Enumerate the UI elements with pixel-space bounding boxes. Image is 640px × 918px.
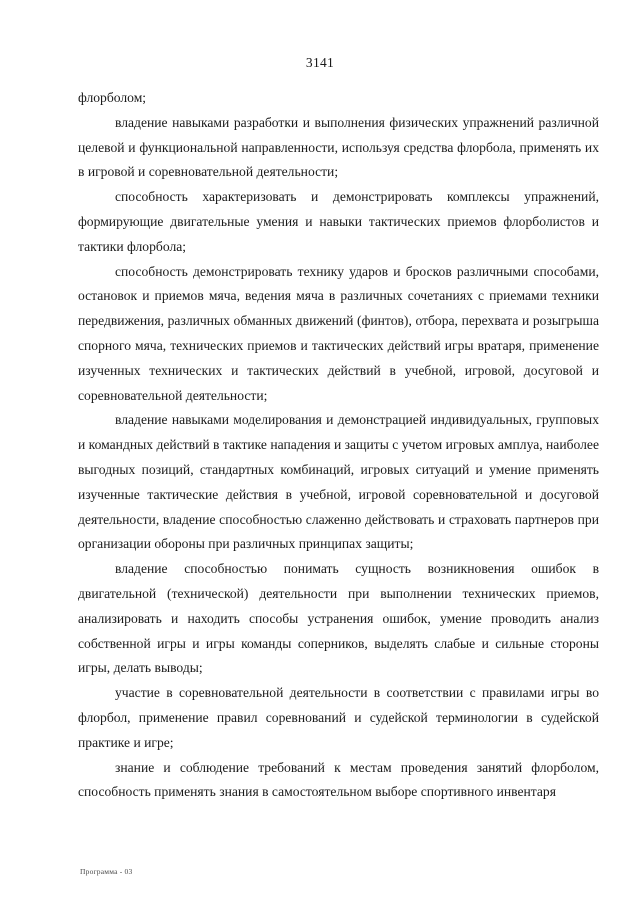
paragraph: способность демонстрировать технику ударов и бросков различными способами, остановок и приемов мяча, ведения мяча в различных сочетаниях с приемами техники передвижения, различных обманных движений (финтов), отбора, перехвата и розыгрыша спорного мяча, технических приемов и тактических действий игры вратаря, применение изученных технических и тактических действий в учебной, игровой, досуговой и соревновательной деятельности; <box>78 263 599 403</box>
page-number: 3141 <box>305 55 335 70</box>
paragraph-continuation: флорболом; <box>78 90 147 105</box>
footer-note: Программа - 03 <box>80 867 133 876</box>
paragraph: владение навыками моделирования и демонстрацией индивидуальных, групповых и командных действий в тактике нападения и защиты с учетом игровых амплуа, наиболее выгодных позиций, стандартных комбинаций, игровых ситуаций и умение применять изученные тактические действия в учебной, игровой соревновательной и досуговой деятельности, владение способностью слаженно действовать и страховать партнеров при организации обороны при различных принципах защиты; <box>78 412 599 552</box>
paragraph: способность характеризовать и демонстрировать комплексы упражнений, формирующие двигательные умения и навыки тактических приемов флорболистов и тактики флорбола; <box>78 189 599 254</box>
paragraph: участие в соревновательной деятельности в соответствии с правилами игры во флорбол, применение правил соревнований и судейской терминологии в судейской практике и игре; <box>78 685 599 750</box>
paragraph: владение навыками разработки и выполнения физических упражнений различной целевой и функциональной направленности, используя средства флорбола, применять их в игровой и соревновательной деятельности; <box>78 114 599 180</box>
paragraph: знание и соблюдение требований к местам проведения занятий флорболом, способность применять знания в самостоятельном выборе спортивного инвентаря <box>78 759 599 800</box>
document-body <box>78 86 599 805</box>
paragraph: владение способностью понимать сущность возникновения ошибок в двигательной (технической) деятельности при выполнении технических приемов, анализировать и находить способы устранения ошибок, умение проводить анализ собственной игры и игры команды соперников, выделять слабые и сильные стороны игры, делать выводы; <box>78 561 599 676</box>
